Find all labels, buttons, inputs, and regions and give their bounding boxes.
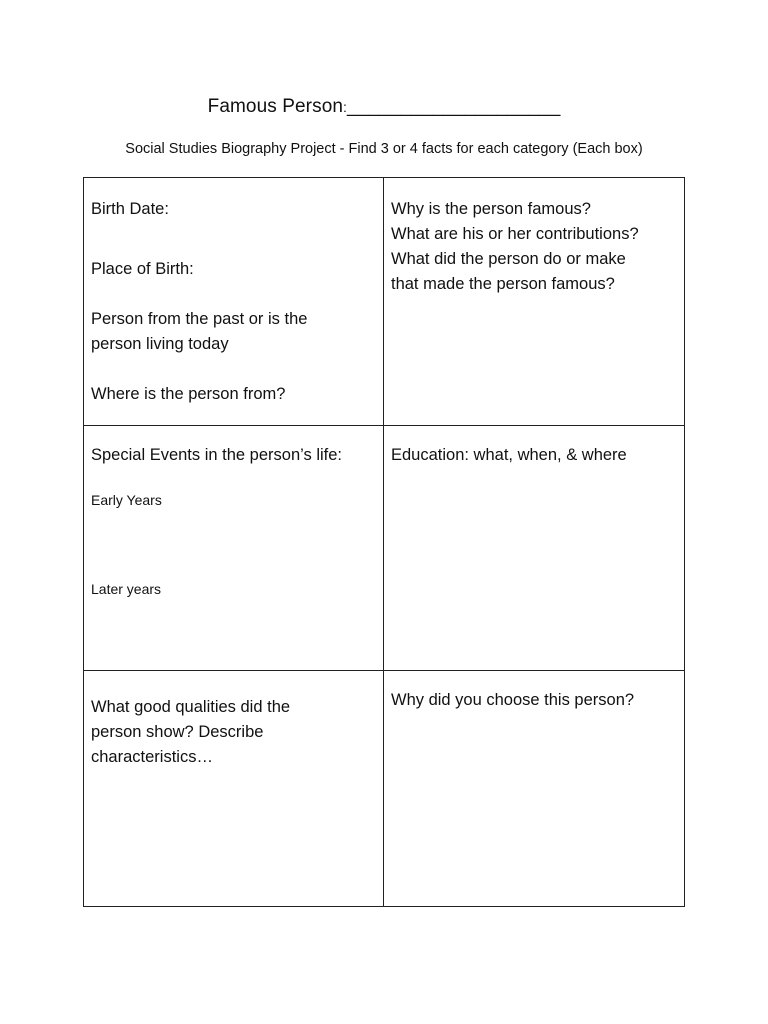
worksheet-title — [0, 94, 768, 120]
why-famous-questions — [391, 197, 639, 297]
why-chosen-label: Why did you choose this person? — [391, 691, 635, 709]
past-or-living-label: Person from the past or is the person living today — [91, 310, 308, 353]
later-years-label: Later years — [91, 581, 162, 597]
box-education[interactable] — [384, 426, 686, 670]
name-blank-line[interactable]: ____________________ — [347, 96, 561, 117]
box-special-events[interactable] — [84, 426, 383, 670]
birth-date-label: Birth Date: — [91, 200, 169, 218]
title-colon: : — [343, 99, 348, 115]
box-good-qualities[interactable] — [84, 671, 383, 908]
education-heading: Education: what, when, & where — [391, 446, 627, 464]
box-birth-info[interactable] — [84, 178, 383, 425]
question-line: that made the person famous? — [391, 275, 615, 293]
title-text: Famous Person — [207, 96, 344, 117]
question-line: What did the person do or make — [391, 250, 626, 268]
place-of-birth-label: Place of Birth: — [91, 260, 194, 278]
early-years-label: Early Years — [91, 492, 162, 508]
question-line: Why is the person famous? — [391, 200, 591, 218]
box-why-chosen[interactable] — [384, 671, 686, 908]
special-events-heading: Special Events in the person’s life: — [91, 446, 343, 464]
good-qualities-label: What good qualities did the person show? Describe characteristics… — [91, 698, 291, 766]
biography-grid — [83, 177, 685, 907]
box-why-famous[interactable] — [384, 178, 686, 425]
worksheet-subtitle: Social Studies Biography Project - Find 3 or 4 facts for each category (Each box) — [125, 141, 643, 157]
where-from-label: Where is the person from? — [91, 385, 286, 403]
question-line: What are his or her contributions? — [391, 225, 639, 243]
